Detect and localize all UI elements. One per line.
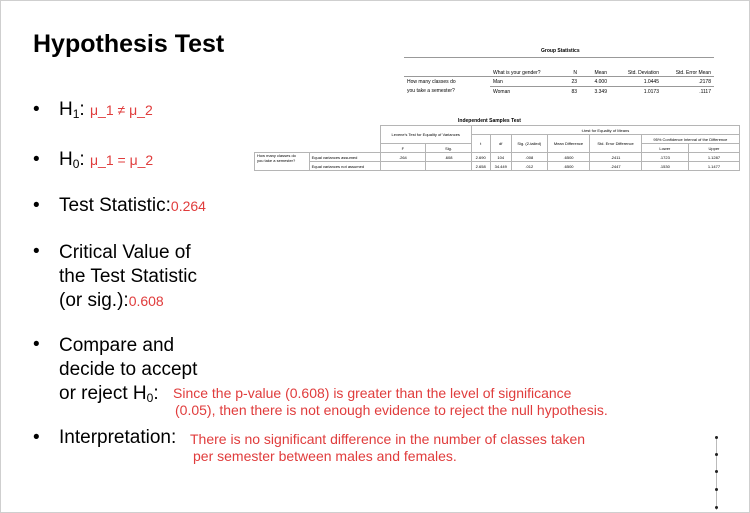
table-header-row (255, 126, 740, 135)
table-cell: .6500 (547, 153, 590, 162)
group-stats-title: Group Statistics (541, 48, 580, 54)
table-header: Std. Error Mean (662, 58, 714, 77)
table-cell: you take a semester? (407, 88, 455, 95)
critical-line-1: Critical Value of (59, 242, 191, 263)
compare-subscript: 0 (146, 391, 154, 405)
table-cell: 1.0173 (610, 87, 662, 97)
row-label-1: How many classes do (257, 153, 296, 158)
dot-icon (715, 488, 718, 491)
bullet-dot-icon: • (33, 99, 40, 120)
independent-test-title: Independent Samples Test (458, 118, 521, 124)
table-row (404, 87, 714, 97)
table-header: F (380, 144, 426, 153)
table-cell: 1.0445 (610, 77, 662, 87)
table-header: Lower (641, 144, 688, 153)
dot-icon (715, 506, 718, 509)
compare-colon: : (153, 383, 159, 404)
interpretation-label: Interpretation: (59, 427, 177, 448)
table-cell: Equal variances assumed (309, 153, 380, 162)
table-cell: .1530 (641, 162, 688, 171)
table-header: 95% Confidence Interval of the Difference (641, 135, 739, 144)
compare-line-3: or reject H (59, 383, 147, 404)
table-header: N (558, 58, 580, 77)
table-cell: .008 (511, 153, 547, 162)
table-header-row (404, 58, 714, 77)
slide-title: Hypothesis Test (33, 30, 225, 58)
table-cell: 1.1477 (688, 162, 739, 171)
table-row (404, 77, 714, 87)
h0-label: H (59, 149, 73, 170)
table-cell: Equal variances not assumed (309, 162, 380, 171)
table-cell: Man (490, 77, 558, 87)
h1-label: H (59, 99, 73, 120)
table-cell (404, 58, 490, 77)
table-header: Mean (580, 58, 610, 77)
table-header: t (471, 135, 490, 153)
critical-line-2: the Test Statistic (59, 266, 197, 287)
table-header: t-test for Equality of Means (471, 126, 739, 135)
compare-line-2: decide to accept (59, 359, 198, 380)
table-row (255, 153, 740, 162)
interpretation-text (190, 431, 585, 465)
h0-value: μ_1 = μ_2 (89, 152, 154, 168)
table-cell (426, 162, 472, 171)
table-cell: 1.1287 (688, 153, 739, 162)
table-cell: 3.349 (580, 87, 610, 97)
table-cell: 104 (490, 153, 511, 162)
h1-colon: : (79, 99, 85, 120)
table-cell: 23 (558, 77, 580, 87)
interpretation-text-2: per semester between males and females. (193, 448, 457, 464)
bullet-dot-icon: • (33, 195, 40, 216)
table-cell (255, 153, 310, 171)
table-cell: How many classes do (404, 77, 490, 87)
h1-subscript: 1 (72, 107, 80, 121)
independent-test-table (254, 125, 740, 171)
table-cell: .2178 (662, 77, 714, 87)
table-cell: 4.000 (580, 77, 610, 87)
table-header: What is your gender? (490, 58, 558, 77)
h0-colon: : (79, 149, 85, 170)
table-header: Std. Error Difference (590, 135, 641, 153)
compare-explanation (173, 385, 608, 419)
critical-line-3: (or sig.): (59, 290, 129, 311)
dot-icon (715, 436, 718, 439)
table-header: Sig. (2-tailed) (511, 135, 547, 153)
bullet-dot-icon: • (33, 241, 40, 262)
interpretation-text-1: There is no significant difference in the number of classes taken (190, 431, 586, 447)
compare-text-2: (0.05), then there is not enough evidence to reject the null hypothesis. (175, 402, 608, 418)
bullet-dot-icon: • (33, 334, 40, 355)
table-cell: .2447 (590, 162, 641, 171)
table-header: Upper (688, 144, 739, 153)
edge-dots (715, 436, 719, 510)
table-cell: 83 (558, 87, 580, 97)
h1-value: μ_1 ≠ μ_2 (89, 102, 153, 118)
table-header: Levene's Test for Equality of Variances (380, 126, 471, 144)
table-cell (255, 126, 381, 153)
test-statistic-value: 0.264 (170, 198, 206, 214)
row-label-2: you take a semester? (257, 158, 296, 163)
table-cell: 34.449 (490, 162, 511, 171)
bullet-dot-icon: • (33, 427, 40, 448)
dot-icon (715, 470, 718, 473)
table-cell: Woman (490, 87, 558, 97)
critical-value: 0.608 (128, 293, 164, 309)
table-cell: .608 (426, 153, 472, 162)
table-cell (380, 162, 426, 171)
table-header: Sig. (426, 144, 472, 153)
group-stats-table (404, 57, 714, 96)
table-header: df (490, 135, 511, 153)
table-cell: .2411 (590, 153, 641, 162)
compare-line-1: Compare and (59, 335, 175, 356)
dot-icon (715, 453, 718, 456)
table-cell: .1723 (641, 153, 688, 162)
compare-text-1: Since the p-value (0.608) is greater than the level of significance (173, 385, 572, 401)
table-cell: .264 (380, 153, 426, 162)
table-header: Mean Difference (547, 135, 590, 153)
bullet-dot-icon: • (33, 149, 40, 170)
table-header: Std. Deviation (610, 58, 662, 77)
table-cell: .012 (511, 162, 547, 171)
h0-subscript: 0 (72, 157, 80, 171)
table-cell: 2.690 (471, 153, 490, 162)
test-statistic-label: Test Statistic: (59, 195, 171, 216)
table-row (255, 162, 740, 171)
table-cell: 2.658 (471, 162, 490, 171)
table-cell: .6500 (547, 162, 590, 171)
table-cell: .1117 (662, 87, 714, 97)
